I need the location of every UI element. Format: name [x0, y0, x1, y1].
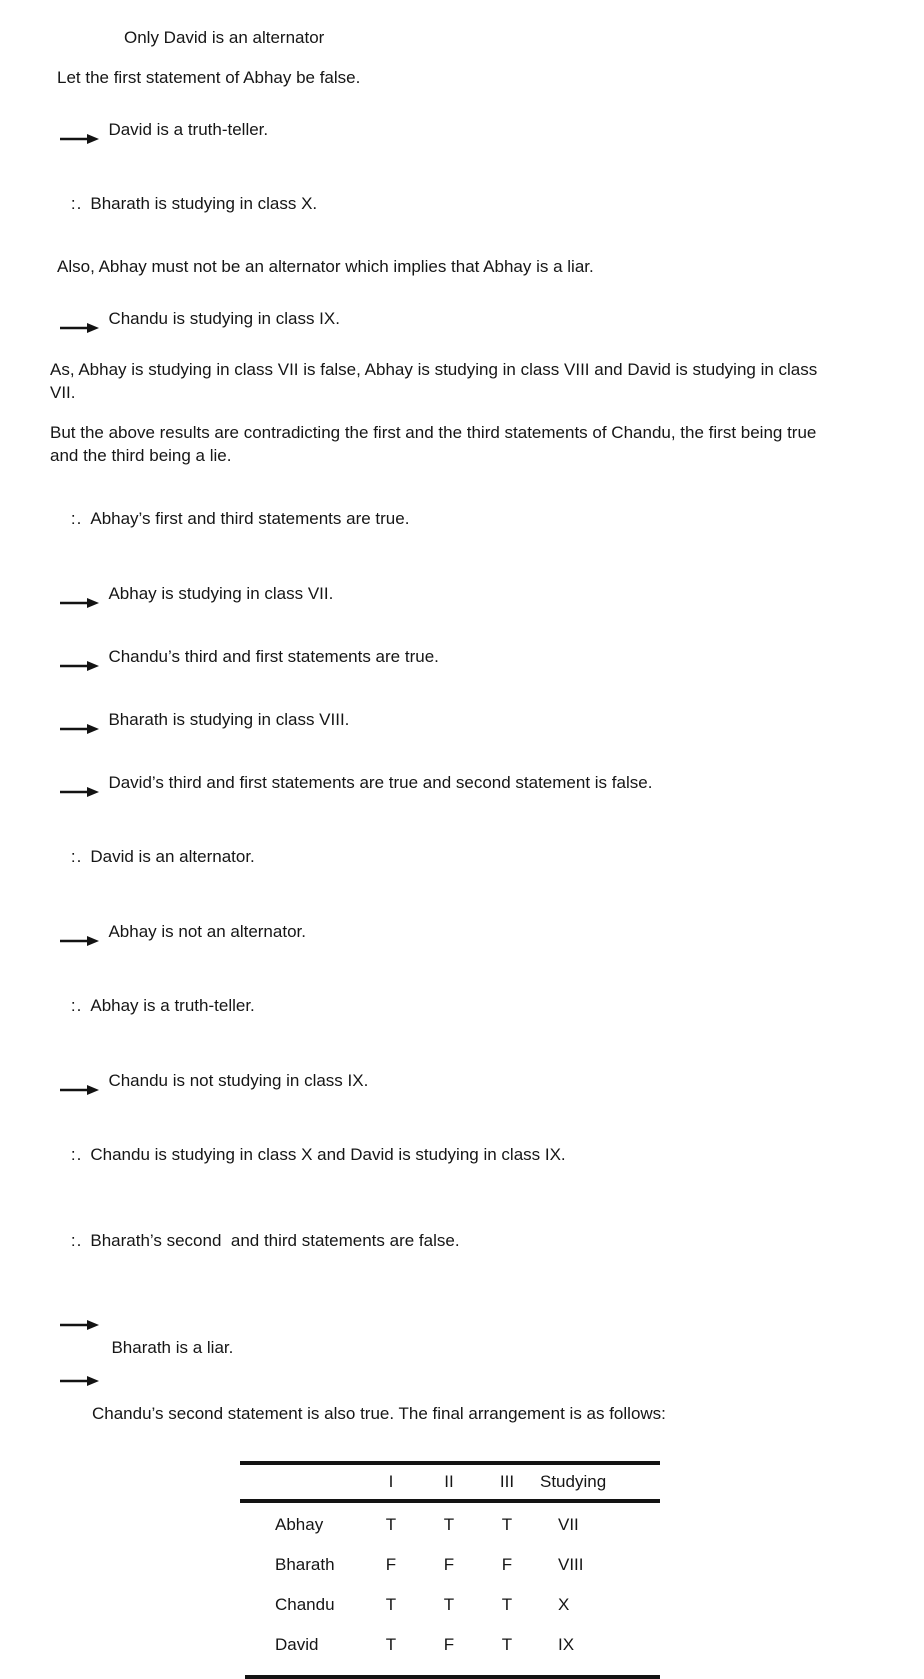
statement-line: Only David is an alternator: [124, 28, 325, 47]
statement-text: Bharath is studying in class X.: [90, 194, 318, 213]
table-row: [240, 1585, 660, 1625]
right-arrow-icon: [59, 1083, 99, 1097]
cell-statement-3: F: [501, 1555, 513, 1574]
double-arrow-icons: [50, 1292, 99, 1394]
cell-statement-1: T: [385, 1635, 397, 1654]
right-arrow-icon: [50, 1348, 99, 1394]
implication-line: [50, 106, 874, 152]
statement-line: Also, Abhay must not be an alternator which implies that Abhay is a liar.: [57, 257, 594, 276]
cell-name: David: [275, 1635, 319, 1654]
implication-line: [50, 570, 874, 616]
statement-line: Chandu’s second statement is also true. The final arrangement is as follows:: [92, 1404, 666, 1423]
cell-statement-3: T: [501, 1515, 513, 1534]
statement-text: David is a truth-teller.: [108, 119, 269, 139]
table-header-statement-1: I: [388, 1472, 394, 1491]
statement-text: David is an alternator.: [90, 847, 255, 866]
table-body: [240, 1503, 660, 1675]
right-arrow-icon: [59, 1318, 99, 1332]
right-arrow-icon: [50, 908, 99, 954]
statement-text: David’s third and first statements are true and second statement is false.: [108, 772, 653, 792]
statement-text: Chandu’s third and first statements are true.: [108, 646, 439, 666]
cell-statement-2: F: [443, 1555, 455, 1574]
right-arrow-icon: [59, 321, 99, 335]
right-arrow-icon: [59, 596, 99, 610]
therefore-symbol: :.: [70, 1145, 83, 1164]
table-header-statement-3: III: [499, 1472, 515, 1491]
implication-line: [50, 1057, 874, 1103]
cell-statement-1: T: [385, 1515, 397, 1534]
statement-text: Bharath is a liar.: [111, 1337, 234, 1357]
cell-studying: IX: [558, 1635, 575, 1654]
right-arrow-icon: [59, 659, 99, 673]
implication-line: [50, 633, 874, 679]
table-header-row: [240, 1465, 660, 1499]
therefore-line: [52, 169, 874, 238]
table-header-statement-2: II: [444, 1472, 454, 1491]
right-arrow-icon: [59, 934, 99, 948]
therefore-symbol: :.: [70, 847, 83, 866]
right-arrow-icon: [50, 1057, 99, 1103]
therefore-line: [52, 484, 874, 553]
right-arrow-icon: [59, 132, 99, 146]
right-arrow-icon: [50, 759, 99, 805]
double-implication-line: [50, 1292, 874, 1394]
right-arrow-icon: [50, 570, 99, 616]
cell-name: Chandu: [275, 1595, 335, 1614]
implication-line: [50, 908, 874, 954]
cell-statement-3: T: [501, 1595, 513, 1614]
table-row: [240, 1545, 660, 1585]
therefore-line: [52, 1206, 874, 1275]
statement-line: Let the first statement of Abhay be false.: [57, 68, 361, 87]
therefore-line: [52, 1120, 874, 1189]
statement-text: Abhay’s first and third statements are true.: [90, 509, 410, 528]
cell-name: Bharath: [275, 1555, 335, 1574]
cell-statement-2: T: [443, 1595, 455, 1614]
statement-text: Chandu is studying in class IX.: [108, 308, 340, 328]
therefore-symbol: :.: [70, 509, 83, 528]
cell-studying: X: [558, 1595, 570, 1614]
statement-text: Abhay is studying in class VII.: [108, 583, 334, 603]
implication-line: [50, 295, 874, 341]
right-arrow-icon: [50, 1292, 99, 1338]
cell-studying: VIII: [558, 1555, 584, 1574]
table-row: [240, 1505, 660, 1545]
therefore-symbol: :.: [70, 996, 83, 1015]
implication-line: [50, 696, 874, 742]
right-arrow-icon: [59, 785, 99, 799]
paragraph: But the above results are contradicting the first and the third statements of Chandu, the first being true and the third being a lie.: [50, 423, 822, 465]
cell-statement-2: T: [443, 1515, 455, 1534]
right-arrow-icon: [50, 696, 99, 742]
therefore-symbol: :.: [70, 194, 83, 213]
therefore-line: [52, 971, 874, 1040]
paragraph: As, Abhay is studying in class VII is false, Abhay is studying in class VIII and David is studying in class VII.: [50, 360, 822, 402]
cell-statement-3: T: [501, 1635, 513, 1654]
cell-studying: VII: [558, 1515, 579, 1534]
statement-text: Abhay is a truth-teller.: [90, 996, 255, 1015]
right-arrow-icon: [59, 722, 99, 736]
therefore-line: [52, 822, 874, 891]
statement-text: Bharath’s second and third statements are false.: [90, 1231, 460, 1250]
therefore-symbol: :.: [70, 1231, 83, 1250]
statement-text: Abhay is not an alternator.: [108, 921, 306, 941]
table-row: [240, 1625, 660, 1665]
cell-name: Abhay: [275, 1515, 324, 1534]
cell-statement-1: F: [385, 1555, 397, 1574]
final-arrangement-table: [240, 1461, 660, 1679]
statement-text: Chandu is not studying in class IX.: [108, 1070, 369, 1090]
right-arrow-icon: [50, 633, 99, 679]
statement-text: Bharath is studying in class VIII.: [108, 709, 350, 729]
right-arrow-icon: [50, 295, 99, 341]
right-arrow-icon: [59, 1374, 99, 1388]
right-arrow-icon: [50, 106, 99, 152]
table-bottom-border: [245, 1675, 660, 1679]
implication-line: [50, 759, 874, 805]
cell-statement-2: F: [443, 1635, 455, 1654]
cell-statement-1: T: [385, 1595, 397, 1614]
table-header-studying: Studying: [540, 1472, 607, 1491]
statement-text: Chandu is studying in class X and David is studying in class IX.: [90, 1145, 566, 1164]
